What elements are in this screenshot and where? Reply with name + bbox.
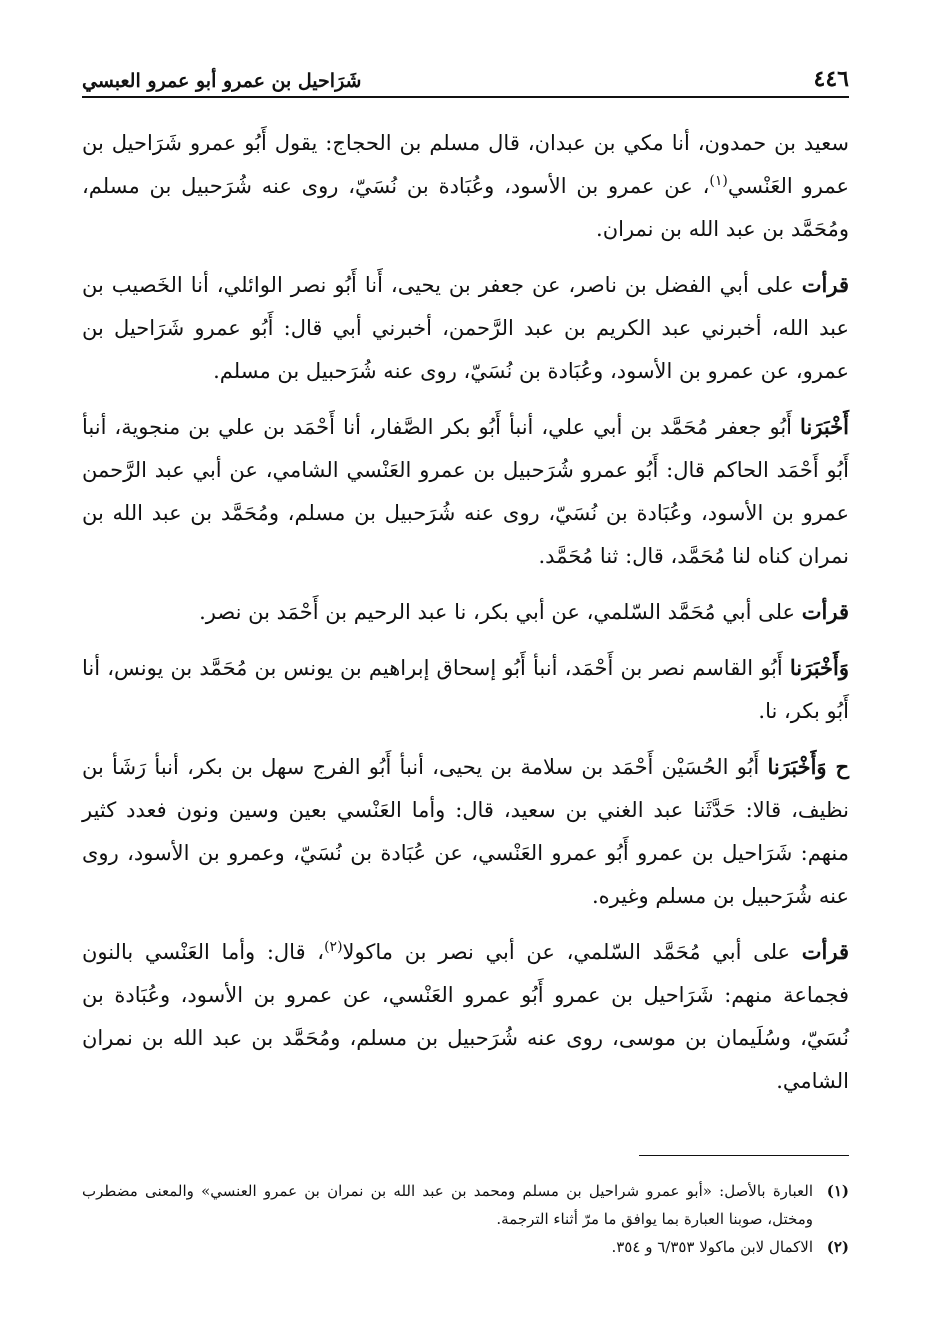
narration-keyword: أَخْبَرَنا [800, 414, 849, 439]
text-segment: أَبُو القاسم نصر بن أَحْمَد، أنبأ أَبُو إسحاق إبراهيم بن يونس بن مُحَمَّد بن يونس، أنا أَبُو بكر، نا. [82, 656, 849, 723]
narration-keyword: ح وَأَخْبَرَنا [767, 754, 849, 779]
narration-keyword: وَأَخْبَرَنا [789, 655, 849, 680]
text-segment: على أبي مُحَمَّد السّلمي، عن أبي نصر بن ماكولا [342, 940, 802, 964]
narration-keyword: قرأت [801, 599, 849, 624]
paragraph [82, 405, 849, 578]
footnote-divider [639, 1155, 849, 1156]
text-segment: سعيد بن حمدون، أنا مكي بن عبدان، قال مسلم بن الحجاج: يقول أَبُو عمرو شَرَاحيل بن عمرو العَنْسي [82, 131, 849, 198]
page-header [82, 58, 849, 98]
footnote [82, 1177, 849, 1233]
footnote-number: (١) [826, 1182, 849, 1200]
paragraph [82, 930, 849, 1103]
footnotes [82, 1177, 849, 1261]
paragraph [82, 745, 849, 918]
paragraph [82, 122, 849, 251]
main-text [82, 122, 849, 1115]
text-segment: ، عن عمرو بن الأسود، وعُبَادة بن نُسَيّ، روى عنه شُرَحبيل بن مسلم، ومُحَمَّد بن عبد الله بن نمران. [82, 174, 849, 241]
paragraph [82, 590, 849, 634]
narration-keyword: قرأت [801, 939, 849, 964]
footnote-number: (٢) [826, 1238, 849, 1256]
footnote-ref: (٢) [324, 939, 343, 955]
text-segment: أَبُو الحُسَيْن أَحْمَد بن سلامة بن يحيى، أنبأ أَبُو الفرج سهل بن بكر، أنبأ رَشَأ بن نظيف، قالا: حَدَّثَنا عبد الغني بن سعيد، قال: وأما العَنْسي بعين وسين ونون فعدد كثير منهم: شَرَاحيل بن عمرو أَبُو عمرو العَنْسي، عن عُبَادة بن نُسَيّ، وعمرو بن الأسود، روى عنه شُرَحبيل بن مسلم وغيره. [82, 755, 849, 908]
narration-keyword: قرأت [801, 272, 849, 297]
footnote-text: العبارة بالأصل: «أبو عمرو شراحيل بن مسلم ومحمد بن عبد الله بن نمران بن عمرو العنسي» والمعنى مضطرب ومختل، صوبنا العبارة بما يوافق ما مرّ أثناء الترجمة. [82, 1182, 813, 1228]
running-title: شَرَاحيل بن عمرو أبو عمرو العبسي [82, 70, 362, 92]
paragraph [82, 646, 849, 733]
text-segment: على أبي مُحَمَّد السّلمي، عن أبي بكر، نا عبد الرحيم بن أَحْمَد بن نصر. [199, 600, 802, 624]
footnote-text: الاكمال لابن ماكولا ٦/٣٥٣ و ٣٥٤. [611, 1238, 813, 1256]
paragraph [82, 263, 849, 393]
footnote [82, 1233, 849, 1261]
page-number: ٤٤٦ [813, 66, 849, 92]
text-segment: ، قال: وأما العَنْسي بالنون فجماعة منهم: شَرَاحيل بن عمرو أَبُو عمرو العَنْسي، عن عمرو بن الأسود، وعُبَادة بن نُسَيّ، وسُلَيمان بن موسى، روى عنه شُرَحبيل بن مسلم، ومُحَمَّد بن عبد الله بن نمران الشامي. [82, 940, 849, 1093]
footnote-ref: (١) [709, 173, 728, 189]
text-segment: على أبي الفضل بن ناصر، عن جعفر بن يحيى، أَنا أَبُو نصر الوائلي، أنا الخَصيب بن عبد الله، أخبرني عبد الكريم بن عبد الرَّحمن، أخبرني أبي قال: أَبُو عمرو شَرَاحيل بن عمرو، عن عمرو بن الأسود، وعُبَادة بن نُسَيّ، روى عنه شُرَحبيل بن مسلم. [82, 273, 849, 383]
text-segment: أَبُو جعفر مُحَمَّد بن أبي علي، أنبأ أَبُو بكر الصَّفار، أنا أَحْمَد بن علي بن منجوية، أنبأ أَبُو أَحْمَد الحاكم قال: أَبُو عمرو شُرَحبيل بن عمرو العَنْسي الشامي، عن أبي عبد الرَّحمن عمرو بن الأسود، وعُبَادة بن نُسَيّ، روى عنه شُرَحبيل بن مسلم، ومُحَمَّد بن عبد الله بن نمران كناه لنا مُحَمَّد، قال: ثنا مُحَمَّد. [82, 415, 849, 568]
